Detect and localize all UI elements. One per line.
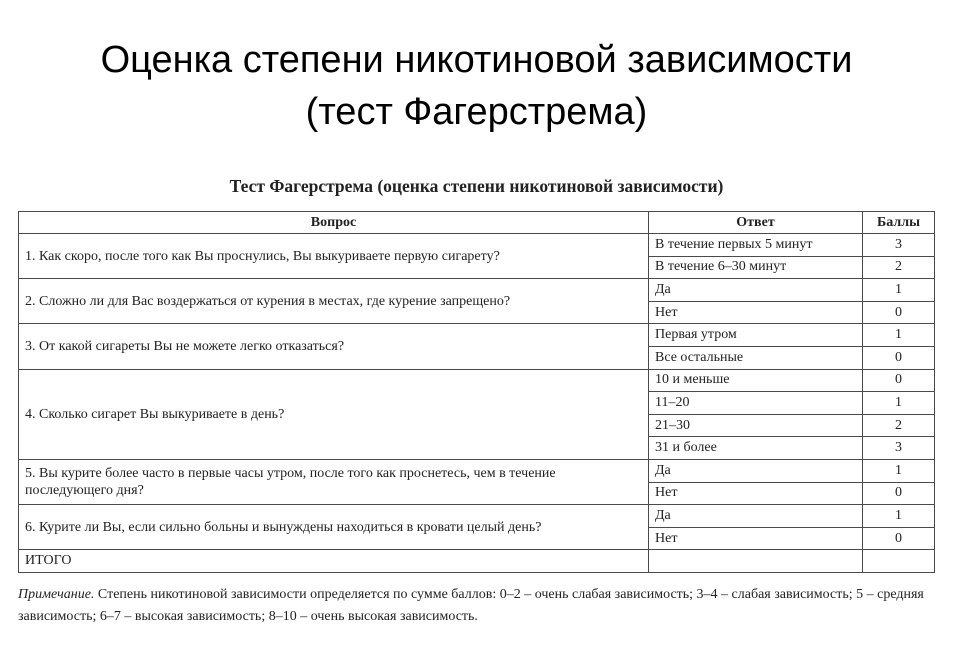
answer-cell: 31 и более xyxy=(649,437,863,460)
answer-cell: 11–20 xyxy=(649,392,863,415)
total-row xyxy=(19,550,935,573)
slide-title-line1: Оценка степени никотиновой зависимости xyxy=(100,39,853,81)
table-row xyxy=(19,234,935,257)
points-cell: 1 xyxy=(863,324,935,347)
answer-cell: Нет xyxy=(649,301,863,324)
answer-cell: Да xyxy=(649,459,863,482)
column-header-answer: Ответ xyxy=(649,212,863,234)
total-points-cell xyxy=(863,550,935,573)
question-cell: 2. Сложно ли для Вас воздержаться от курения в местах, где курение запрещено? xyxy=(19,279,649,324)
fagerstrom-table xyxy=(18,211,935,573)
table-row xyxy=(19,505,935,528)
answer-cell: 10 и меньше xyxy=(649,369,863,392)
question-cell: 5. Вы курите более часто в первые часы утром, после того как проснетесь, чем в течение последующего дня? xyxy=(19,459,649,504)
table-row xyxy=(19,279,935,302)
answer-cell: Все остальные xyxy=(649,346,863,369)
points-cell: 0 xyxy=(863,527,935,550)
points-cell: 0 xyxy=(863,369,935,392)
column-header-question: Вопрос xyxy=(19,212,649,234)
question-cell: 3. От какой сигареты Вы не можете легко отказаться? xyxy=(19,324,649,369)
question-cell: 6. Курите ли Вы, если сильно больны и вынуждены находиться в кровати целый день? xyxy=(19,505,649,550)
answer-cell: Да xyxy=(649,279,863,302)
question-cell: 4. Сколько сигарет Вы выкуриваете в день? xyxy=(19,369,649,459)
question-cell: 1. Как скоро, после того как Вы проснулись, Вы выкуриваете первую сигарету? xyxy=(19,234,649,279)
table-row xyxy=(19,369,935,392)
points-cell: 1 xyxy=(863,505,935,528)
table-row xyxy=(19,324,935,347)
answer-cell: Нет xyxy=(649,482,863,505)
answer-cell: 21–30 xyxy=(649,414,863,437)
note-text: Степень никотиновой зависимости определяется по сумме баллов: 0–2 – очень слабая зависимость; 3–4 – слабая зависимость; 5 – средняя зависимость; 6–7 – высокая зависимость; 8–10 – очень высокая зависимость. xyxy=(18,587,924,624)
points-cell: 1 xyxy=(863,392,935,415)
answer-cell: Да xyxy=(649,505,863,528)
points-cell: 3 xyxy=(863,437,935,460)
total-answer-cell xyxy=(649,550,863,573)
points-cell: 3 xyxy=(863,234,935,257)
answer-cell: В течение первых 5 минут xyxy=(649,234,863,257)
points-cell: 0 xyxy=(863,482,935,505)
answer-cell: Первая утром xyxy=(649,324,863,347)
column-header-points: Баллы xyxy=(863,212,935,234)
points-cell: 1 xyxy=(863,459,935,482)
answer-cell: В течение 6–30 минут xyxy=(649,256,863,279)
answer-cell: Нет xyxy=(649,527,863,550)
points-cell: 0 xyxy=(863,301,935,324)
note-label: Примечание. xyxy=(18,587,95,602)
note xyxy=(18,584,938,628)
points-cell: 0 xyxy=(863,346,935,369)
slide-title-line2: (тест Фагерстрема) xyxy=(305,91,648,133)
table-heading: Тест Фагерстрема (оценка степени никотиновой зависимости) xyxy=(229,176,724,196)
total-label: ИТОГО xyxy=(19,550,649,573)
slide-title xyxy=(0,34,953,138)
header-row xyxy=(19,212,935,234)
points-cell: 2 xyxy=(863,414,935,437)
points-cell: 2 xyxy=(863,256,935,279)
table-row xyxy=(19,459,935,482)
points-cell: 1 xyxy=(863,279,935,302)
